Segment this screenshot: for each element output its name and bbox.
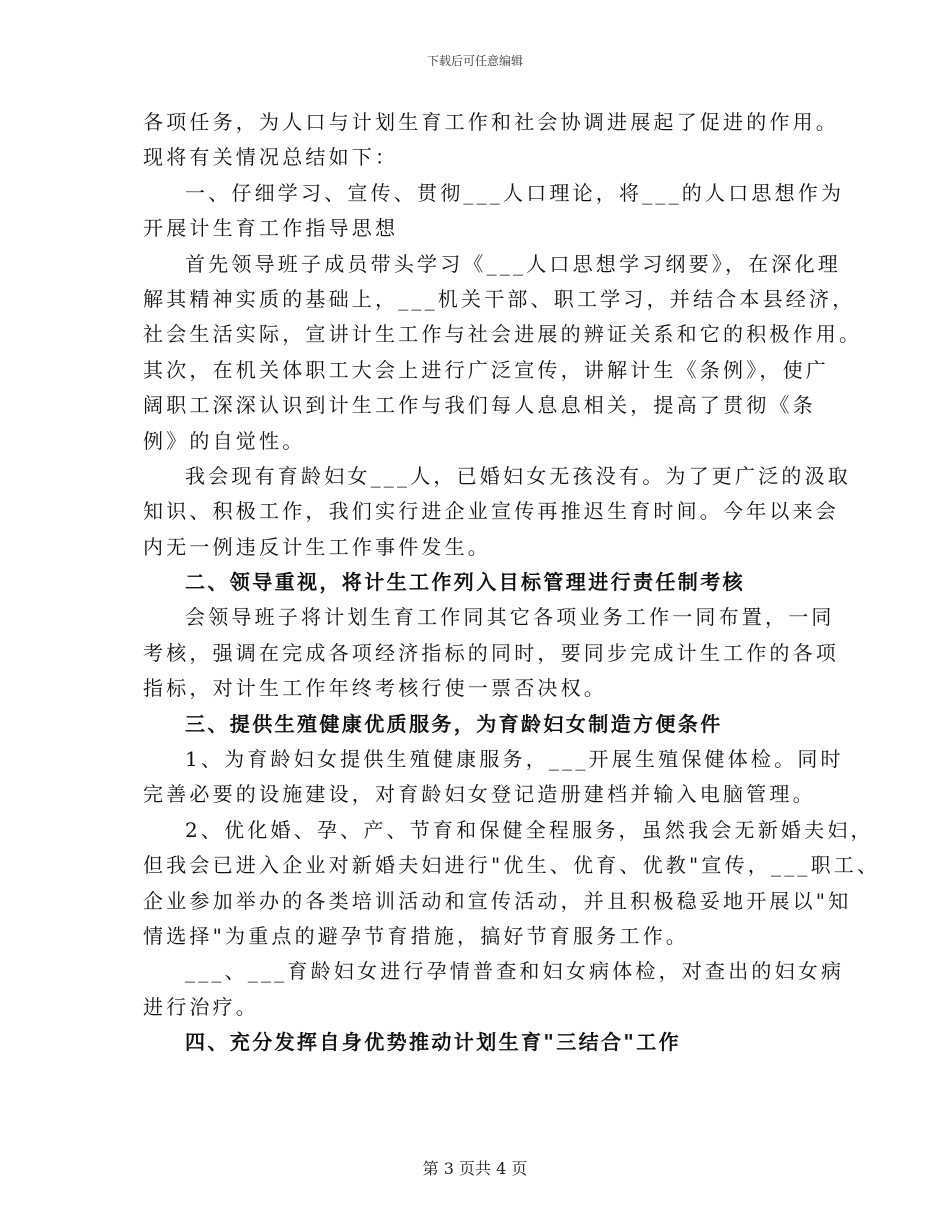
text-line: 其次，在机关体职工大会上进行广泛宣传，讲解计生《条例》，使广 [143, 357, 829, 382]
text-line: 社会生活实际，宣讲计生工作与社会进展的辨证关系和它的积极作用。 [143, 322, 863, 347]
text-line: 2、优化婚、孕、产、节育和保健全程服务，虽然我会无新婚夫妇， [185, 817, 874, 842]
text-line: 进行治疗。 [143, 994, 259, 1019]
text-line: 但我会已进入企业对新婚夫妇进行"优生、优育、优教"宣传，___职工、 [143, 853, 881, 878]
text-line: ___、___育龄妇女进行孕情普查和妇女病体检，对查出的妇女病 [185, 959, 845, 984]
document-body [143, 105, 881, 1061]
text-line: 情选择"为重点的避孕节育措施，搞好节育服务工作。 [143, 923, 689, 948]
text-line: 完善必要的设施建设，对育龄妇女登记造册建档并输入电脑管理。 [143, 782, 816, 807]
text-line: 企业参加举办的各类培训活动和宣传活动，并且积极稳妥地开展以"知 [143, 888, 852, 913]
text-line: 内无一例违反计生工作事件发生。 [143, 534, 491, 559]
text-line: 1、为育龄妇女提供生殖健康服务，___开展生殖保健体检。同时 [185, 747, 844, 772]
section-heading: 四、充分发挥自身优势推动计划生育"三结合"工作 [185, 1030, 682, 1055]
page-header: 下载后可任意编辑 [426, 54, 523, 68]
text-line: 指标，对计生工作年终考核行使一票否决权。 [143, 676, 607, 701]
section-heading: 三、提供生殖健康优质服务，为育龄妇女制造方便条件 [185, 711, 723, 736]
text-line: 解其精神实质的基础上，___机关干部、职工学习，并结合本县经济， [143, 286, 856, 311]
text-line: 各项任务，为人口与计划生育工作和社会协调进展起了促进的作用。 [143, 110, 839, 134]
text-line: 考核，强调在完成各项经济指标的同时，要同步完成计生工作的各项 [143, 640, 839, 665]
text-line: 例》的自觉性。 [143, 428, 306, 453]
page-footer: 第 3 页共 4 页 [422, 1159, 528, 1178]
text-line: 知识、积极工作，我们实行进企业宣传再推迟生育时间。今年以来会 [143, 499, 839, 524]
text-line: 首先领导班子成员带头学习《___人口思想学习纲要》，在深化理 [185, 251, 841, 276]
text-line: 会领导班子将计划生育工作同其它各项业务工作一同布置，一同 [185, 605, 835, 630]
section-heading: 二、领导重视，将计生工作列入目标管理进行责任制考核 [185, 570, 745, 595]
text-line: 现将有关情况总结如下： [143, 145, 399, 170]
text-line: 阔职工深深认识到计生工作与我们每人息息相关，提高了贯彻《条 [143, 393, 816, 418]
text-line: 开展计生育工作指导思想 [143, 216, 399, 241]
text-line: 我会现有育龄妇女___人，已婚妇女无孩没有。为了更广泛的汲取 [185, 463, 851, 488]
text-line: 一、仔细学习、宣传、贯彻___人口理论，将___的人口思想作为 [185, 180, 845, 205]
